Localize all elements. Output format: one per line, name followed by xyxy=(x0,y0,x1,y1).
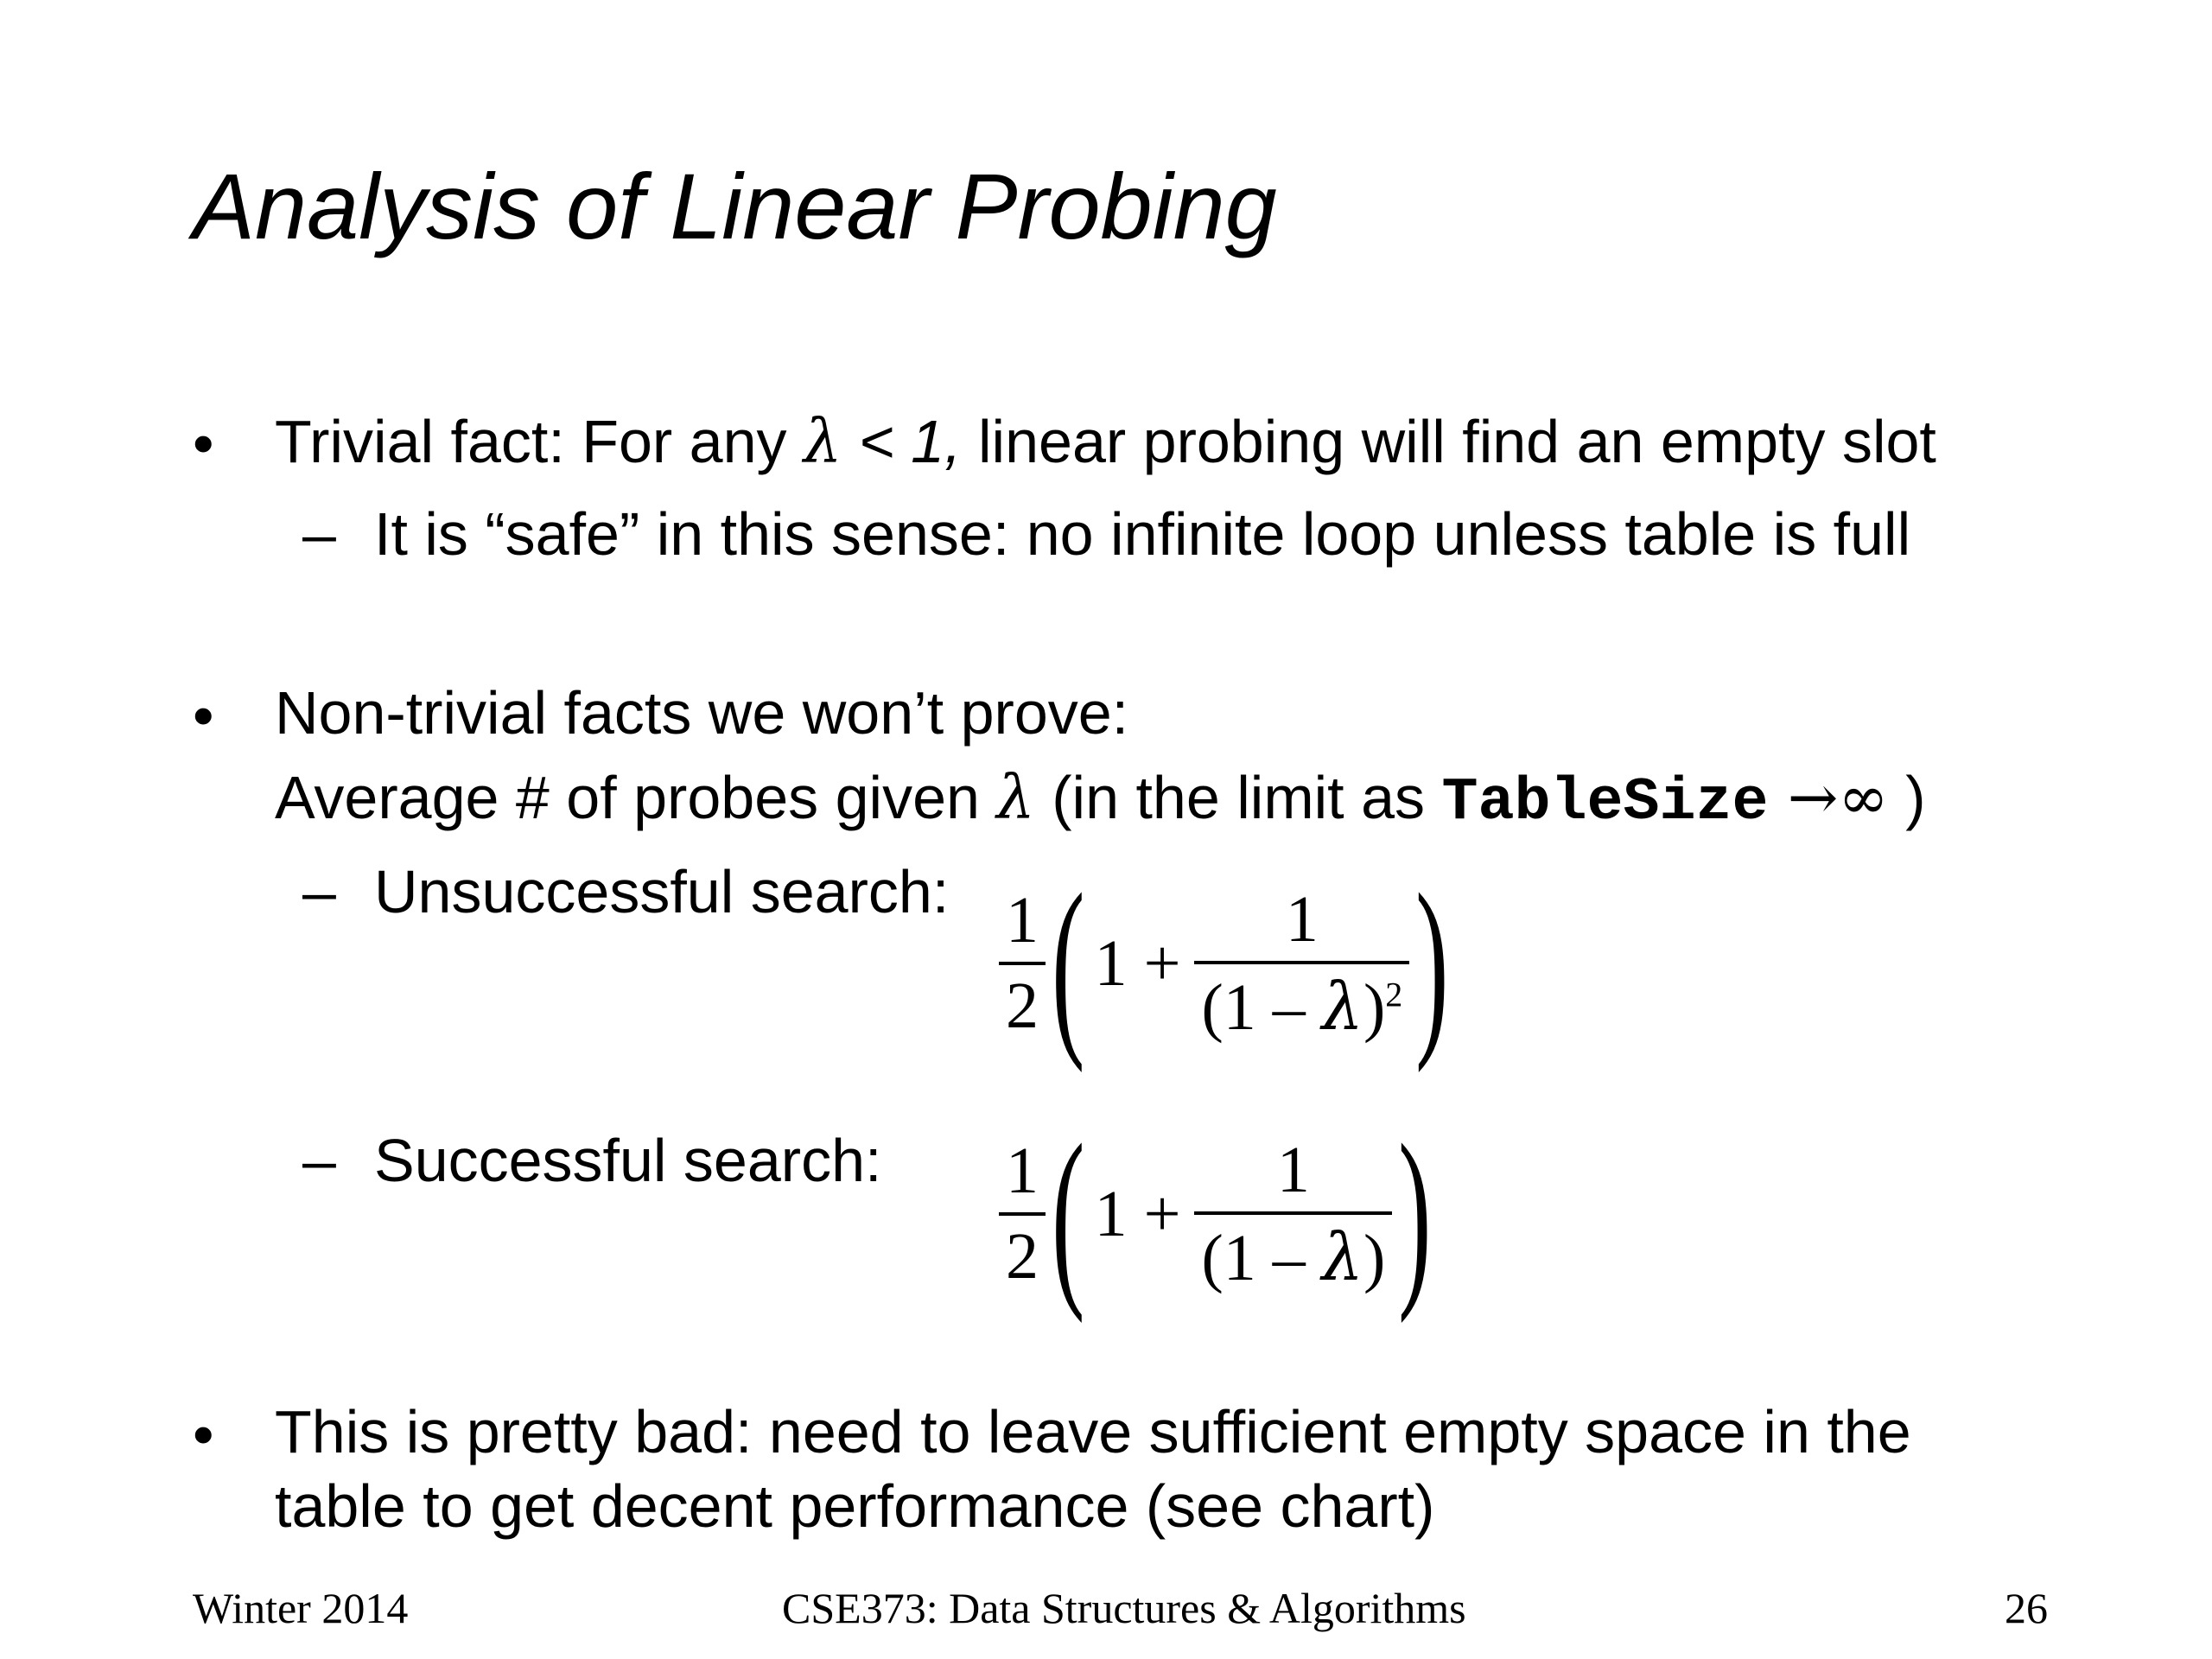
close-paren: ) xyxy=(1415,853,1449,1073)
lambda-symbol: λ xyxy=(1321,1217,1363,1295)
unsuccessful-formula xyxy=(994,853,1450,1073)
fraction-numerator: 1 xyxy=(1285,882,1319,956)
average-probes-prefix: Average # of probes given xyxy=(275,764,997,831)
bullet-pretty-bad-line2: table to get decent performance (see chart) xyxy=(275,1472,1435,1540)
half-fraction xyxy=(999,883,1046,1044)
lambda-condition: < 1, xyxy=(842,408,962,475)
bullet-marker: • xyxy=(193,410,214,477)
trivial-fact-suffix: linear probing will find an empty slot xyxy=(961,408,1936,475)
open-paren: ( xyxy=(1052,853,1085,1073)
bullet-trivial-fact xyxy=(275,406,1936,477)
inner-fraction xyxy=(1194,1133,1392,1296)
footer-term: Winter 2014 xyxy=(193,1584,409,1632)
one-plus: 1 + xyxy=(1094,1177,1181,1250)
lambda-symbol: λ xyxy=(1321,967,1363,1045)
lambda-symbol: λ xyxy=(996,762,1035,833)
fraction-numerator: 1 xyxy=(1006,1135,1039,1207)
footer-slide-number: 26 xyxy=(2005,1584,2048,1632)
tablesize-code: TableSize xyxy=(1441,769,1769,837)
sub-safe-note: It is “safe” in this sense: no infinite loop unless table is full xyxy=(374,500,1911,568)
bullet-marker: • xyxy=(193,682,214,749)
denominator-close: ) xyxy=(1363,1221,1386,1294)
lambda-symbol: λ xyxy=(804,406,842,477)
inner-fraction xyxy=(1194,882,1409,1046)
fraction-numerator: 1 xyxy=(1006,884,1039,957)
sub-dash: – xyxy=(302,500,336,568)
fraction-denominator: 2 xyxy=(999,1212,1046,1294)
fraction-denominator xyxy=(1194,961,1409,1046)
successful-search-label: Successful search: xyxy=(374,1127,882,1194)
average-probes-end: ) xyxy=(1888,764,1926,831)
sub-dash: – xyxy=(302,1127,336,1194)
bullet-pretty-bad-line1: This is pretty bad: need to leave sufficient empty space in the xyxy=(275,1398,1911,1465)
average-probes-mid: (in the limit as xyxy=(1034,764,1442,831)
average-probes-line xyxy=(275,762,1926,837)
trivial-fact-prefix: Trivial fact: For any xyxy=(275,408,804,475)
open-paren: ( xyxy=(1052,1103,1085,1324)
denominator-open: (1 – xyxy=(1201,1221,1322,1294)
fraction-denominator: 2 xyxy=(999,962,1046,1044)
footer-course: CSE373: Data Structures & Algorithms xyxy=(782,1584,1466,1632)
unsuccessful-search-label: Unsuccessful search: xyxy=(374,858,950,925)
bullet-marker: • xyxy=(193,1401,214,1468)
denominator-close: ) xyxy=(1363,970,1386,1044)
denominator-open: (1 – xyxy=(1201,970,1322,1044)
sub-dash: – xyxy=(302,858,336,925)
bullet-nontrivial-heading: Non-trivial facts we won’t prove: xyxy=(275,679,1129,747)
close-paren: ) xyxy=(1398,1103,1432,1324)
fraction-denominator xyxy=(1194,1211,1392,1296)
fraction-numerator: 1 xyxy=(1276,1133,1310,1206)
arrow-infinity: →∞ xyxy=(1768,762,1889,833)
successful-formula xyxy=(994,1103,1433,1324)
one-plus: 1 + xyxy=(1094,926,1181,1000)
half-fraction xyxy=(999,1134,1046,1294)
exponent-two: 2 xyxy=(1385,975,1403,1014)
slide-title: Analysis of Linear Probing xyxy=(193,154,1277,258)
